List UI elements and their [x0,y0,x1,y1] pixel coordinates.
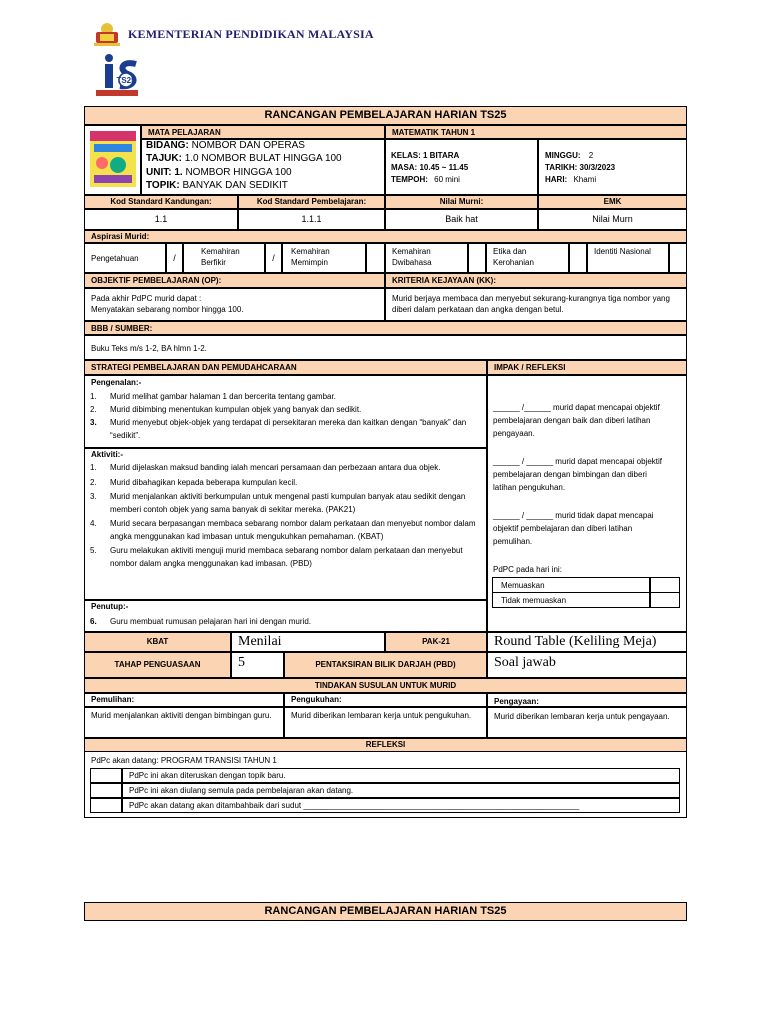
bidang-value: NOMBOR DAN OPERAS [191,140,305,151]
pengenalan-label: Pengenalan:- [91,378,142,387]
pak-value-cell [487,632,687,652]
kk-text: Murid berjaya membaca dan menyebut sekurang-kurangnya tiga nombor yang diberi dalam perkataan dan angka dengan betul. [392,294,670,314]
bbb-content [84,335,687,360]
pengayaan-label-cell [487,693,687,707]
tempoh-label: TEMPOH: [391,175,428,184]
unit-value: NOMBOR HINGGA 100 [185,167,292,178]
hari-value: Khami [573,175,597,184]
op-content [84,288,385,321]
minggu-label: MINGGU: [545,151,581,160]
tindakan-label: TINDAKAN SUSULAN UNTUK MURID [314,681,457,690]
pemulihan-value-cell [84,707,284,738]
pdpc-option-label: Memuaskan [501,581,545,590]
refleksi-label: REFLEKSI [365,740,406,749]
aspirasi-memimpin-text: Kemahiran Memimpin [291,247,330,267]
aspirasi-dwibahasa [385,243,468,273]
hari-row [545,174,596,185]
ts25-logo [92,50,142,100]
list-item [84,490,476,516]
emk-value: Nilai Murn [592,214,633,224]
pemulihan-label: Pemulihan: [91,695,135,704]
form-title [84,106,687,125]
kod-sk-value-cell [84,209,238,230]
textbook-cover-image [90,131,136,187]
unit-label: UNIT: 1. [146,167,183,178]
tindakan-label-cell [84,678,687,693]
tajuk-row [146,153,342,165]
refleksi-option-text: PdPc ini akan diulang semula pada pembelajaran akan datang. [129,786,354,795]
list-item [84,416,474,442]
tahap-value-cell [231,652,284,678]
list-text: Murid secara berpasangan membaca sebarang nombor dalam perkataan dan menyebut nombor dalam angka menggunakan kad imbasan untuk mengukuhkan pemahaman. (KBAT) [110,519,476,541]
pengukuhan-value-cell [284,707,487,738]
pdpc-checkbox-memuaskan[interactable] [650,577,680,593]
aspirasi-tick-4 [468,243,486,273]
kbat-label-cell [84,632,231,652]
topik-label: TOPIK: [146,180,180,191]
list-text: Murid menjalankan aktiviti berkumpulan untuk mengenal pasti kumpulan banyak atau sedikit dengan memberi contoh objek yang sama banyak di sekitar mereka. (PAK21) [110,492,466,514]
refleksi-option-1 [122,768,680,783]
list-number: 2. [90,405,97,414]
refleksi-label-cell [84,738,687,752]
list-number: 4. [90,519,97,528]
aspirasi-pengetahuan-text: Pengetahuan [91,254,139,263]
aspirasi-tick-3 [366,243,385,273]
tahap-label-cell [84,652,231,678]
aspirasi-label: Aspirasi Murid: [91,232,150,241]
pak-label-cell [385,632,487,652]
kk-content [385,288,687,321]
list-number: 2. [90,478,97,487]
strategi-label-cell [84,360,487,375]
pengenalan-list [84,390,474,442]
op-label-cell [84,273,385,288]
unit-row [146,167,292,179]
kod-sp-label-cell [238,195,385,209]
emk-label-cell [538,195,687,209]
kod-sk-value: 1.1 [154,214,168,224]
hari-label: HARI: [545,175,568,184]
pbd-value: Soal jawab [494,655,556,670]
minggu-row [545,150,593,161]
pdpc-label: PdPC pada hari ini: [493,565,562,574]
kk-label: KRITERIA KEJAYAAN (KK): [392,276,497,285]
aspirasi-label-cell [84,230,687,243]
tahap-value: 5 [238,655,245,670]
aktiviti-label: Aktiviti:- [91,450,123,459]
pengukuhan-value: Murid diberikan lembaran kerja untuk pengukuhan. [291,711,472,720]
kod-sk-label-cell [84,195,238,209]
list-text: Murid dibahagikan kepada beberapa kumpulan kecil. [110,478,298,487]
pbd-label-cell [284,652,487,678]
tarikh: TARIKH: 30/3/2023 [545,163,616,172]
aspirasi-etika-text: Etika dan Kerohanian [493,247,534,267]
list-text: Murid melihat gambar halaman 1 dan bercerita tentang gambar. [110,392,336,401]
mata-pelajaran-value [385,125,687,139]
op-label: OBJEKTIF PEMBELAJARAN (OP): [91,276,222,285]
ministry-crest [92,20,122,48]
op-line-2: Menyatakan sebarang nombor hingga 100. [91,305,244,314]
impak-label: IMPAK / REFLEKSI [494,363,566,372]
list-item [84,461,476,474]
kbat-value: Menilai [238,634,282,649]
list-text: Guru membuat rumusan pelajaran hari ini dengan murid. [110,617,311,626]
list-number: 5. [90,546,97,555]
ministry-name: KEMENTERIAN PENDIDIKAN MALAYSIA [128,27,374,41]
pemulihan-value: Murid menjalankan aktiviti dengan bimbingan guru. [91,711,272,720]
pengukuhan-label: Pengukuhan: [291,695,342,704]
kod-sp-value-cell [238,209,385,230]
nilai-label: Nilai Murni: [439,197,484,206]
emk-value-cell [538,209,687,230]
impak-label-cell [487,360,687,375]
list-item [84,615,474,628]
list-number: 1. [90,392,97,401]
impak-line-3: ______ / ______ murid tidak dapat mencapai objektif pembelajaran dan diberi latihan pemulihan. [493,511,654,546]
tempoh-value: 60 mini [434,175,460,184]
kbat-label: KBAT [146,637,169,646]
refleksi-checkbox-2[interactable] [90,783,122,798]
list-item [84,390,474,403]
list-item [84,403,474,416]
pengayaan-value-cell [487,707,687,738]
nilai-value-cell [385,209,538,230]
pdpc-option-tidak[interactable] [492,592,650,608]
pengayaan-value: Murid diberikan lembaran kerja untuk pengayaan. [494,712,670,721]
pbd-label: PENTAKSIRAN BILIK DARJAH (PBD) [315,660,456,669]
tempoh-row [391,174,460,185]
ts25-logo-text: TS25 [116,76,136,85]
next-form-title-text: RANCANGAN PEMBELAJARAN HARIAN TS25 [264,905,507,917]
refleksi-option-2 [122,783,680,798]
bidang-label: BIDANG: [146,140,189,151]
list-item [84,544,476,570]
aspirasi-dwibahasa-text: Kemahiran Dwibahasa [392,247,432,267]
kod-sp-value: 1.1.1 [301,214,322,224]
aspirasi-tick-6 [669,243,687,273]
tajuk-label: TAJUK: [146,153,182,164]
tajuk-value: 1.0 NOMBOR BULAT HINGGA 100 [184,153,342,164]
refleksi-option-text: PdPc ini akan diteruskan dengan topik baru. [129,771,286,780]
list-text: Murid dijelaskan maksud banding ialah mencari persamaan dan perbezaan antara dua objek. [110,463,441,472]
pengukuhan-label-cell [284,693,487,707]
tick-mark: / [272,253,275,263]
penutup-label: Penutup:- [91,602,129,611]
list-number: 1. [90,463,97,472]
next-form-title [84,902,687,921]
aspirasi-identiti-text: Identiti Nasional [594,247,651,256]
refleksi-checkbox-1[interactable] [90,768,122,783]
op-line-1: Pada akhir PdPC murid dapat : [91,294,202,303]
aspirasi-tick-5 [569,243,587,273]
strategi-label: STRATEGI PEMBELAJARAN DAN PEMUDAHCARAAN [91,363,297,372]
mata-pelajaran-label-text: MATA PELAJARAN [148,128,221,137]
list-number: 3. [90,492,97,501]
pdpc-checkbox-tidak[interactable] [650,592,680,608]
pak-label: PAK-21 [422,637,450,646]
refleksi-akan-datang: PdPc akan datang: PROGRAM TRANSISI TAHUN 1 [91,756,277,765]
list-text: Murid menyebut objek-objek yang terdapat di persekitaran mereka dan kaitkan dengan “banyak” dan “sedikit”. [110,418,467,440]
aktiviti-list [84,461,476,570]
topik-value: BANYAK DAN SEDIKIT [182,180,288,191]
pdpc-option-memuaskan[interactable] [492,577,650,593]
kbat-value-cell [231,632,385,652]
aspirasi-etika [486,243,569,273]
mata-pelajaran-value-text: MATEMATIK TAHUN 1 [392,128,476,137]
tick-mark: / [173,253,176,263]
kk-label-cell [385,273,687,288]
list-text: Guru melakukan aktiviti menguji murid membaca sebarang nombor dalam perkataan dan menyebut nombor dalam angka menggunakan kad imbasan. (PBD) [110,546,463,568]
list-item [84,476,476,489]
refleksi-option-text: PdPc akan datang akan ditambahbaik dari sudut ______________________________________________________________ [129,801,580,810]
emk-label: EMK [603,197,622,206]
aspirasi-identiti [587,243,669,273]
pdpc-option-label: Tidak memuaskan [501,596,567,605]
refleksi-checkbox-3[interactable] [90,798,122,813]
bbb-label: BBB / SUMBER: [91,324,153,333]
mata-pelajaran-label [141,125,385,139]
pemulihan-label-cell [84,693,284,707]
list-number: 3. [90,418,97,427]
form-title-text: RANCANGAN PEMBELAJARAN HARIAN TS25 [264,109,507,121]
pengayaan-label: Pengayaan: [494,697,539,706]
pbd-value-cell [487,652,687,678]
impak-line-1: ______ /______ murid dapat mencapai objektif pembelajaran dengan baik dan diberi latihan pengayaan. [493,403,660,438]
aspirasi-berfikir [183,243,265,273]
penutup-list [84,615,474,628]
nilai-value: Baik hat [445,214,478,224]
kod-sp-label: Kod Standard Pembelajaran: [256,197,367,206]
bidang-row [146,140,305,152]
minggu-value: 2 [588,151,594,160]
tahap-label: TAHAP PENGUASAAN [114,660,201,669]
aspirasi-tick-1 [166,243,183,273]
bbb-label-cell [84,321,687,335]
aspirasi-tick-2 [265,243,282,273]
pak-value: Round Table (Keliling Meja) [494,634,657,649]
kelas: KELAS: 1 BITARA [391,151,460,160]
list-number: 6. [90,617,97,626]
aspirasi-berfikir-text: Kemahiran Berfikir [201,247,240,267]
aspirasi-pengetahuan [84,243,166,273]
topik-row [146,180,288,192]
aspirasi-memimpin [282,243,366,273]
nilai-label-cell [385,195,538,209]
list-text: Murid dibimbing menentukan kumpulan objek yang banyak dan sedikit. [110,405,362,414]
masa: MASA: 10.45 ~ 11.45 [391,163,469,172]
refleksi-option-3 [122,798,680,813]
list-item [84,517,476,543]
bbb-value: Buku Teks m/s 1-2, BA hlmn 1-2. [91,344,207,353]
kod-sk-label: Kod Standard Kandungan: [110,197,212,206]
impak-line-2: ______ / ______ murid dapat mencapai objektif pembelajaran dengan bimbingan dan diberi latihan pengukuhan. [493,457,663,492]
